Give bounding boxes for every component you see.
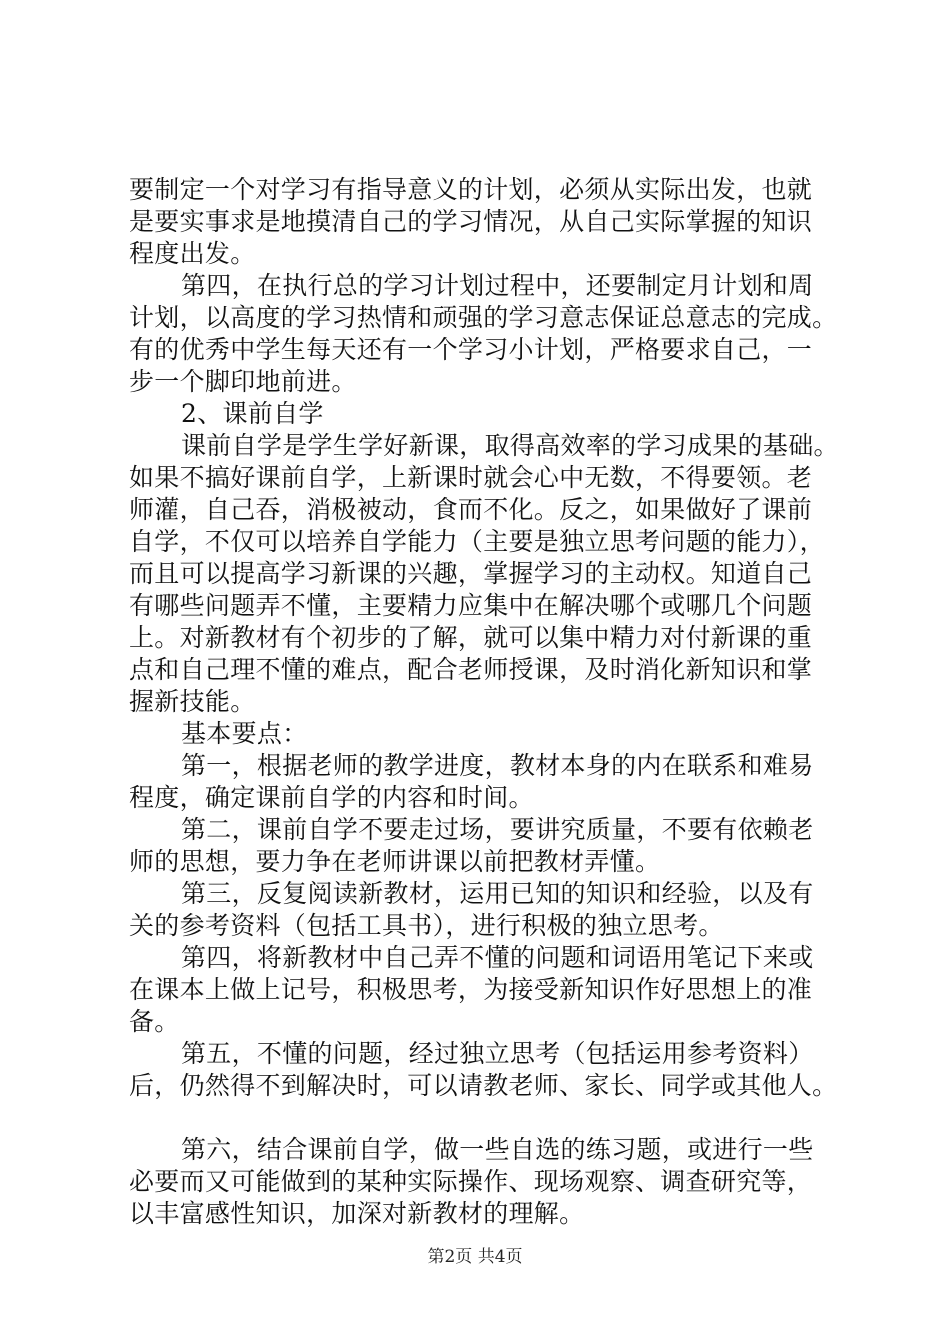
text-line: 课前自学是学生学好新课，取得高效率的学习成果的基础。 [181, 431, 839, 460]
document-body [129, 174, 849, 1230]
text-line: 第四，在执行总的学习计划过程中，还要制定月计划和周 [181, 271, 814, 300]
subheading: 基本要点： [181, 719, 308, 748]
text-line: 第六，结合课前自学，做一些自选的练习题，或进行一些 [181, 1135, 814, 1164]
text-line: 计划，以高度的学习热情和顽强的学习意志保证总意志的完成。 [129, 303, 838, 332]
text-line: 后，仍然得不到解决时，可以请教老师、家长、同学或其他人。 [129, 1071, 838, 1100]
text-line: 在课本上做上记号，积极思考，为接受新知识作好思想上的准 [129, 975, 813, 1004]
text-line: 而且可以提高学习新课的兴趣，掌握学习的主动权。知道自己 [129, 559, 813, 588]
text-line: 程度，确定课前自学的内容和时间。 [129, 783, 534, 812]
text-line: 关的参考资料（包括工具书），进行积极的独立思考。 [129, 911, 724, 940]
text-line: 是要实事求是地摸清自己的学习情况，从自己实际掌握的知识 [129, 207, 813, 236]
text-line: 如果不搞好课前自学，上新课时就会心中无数，不得要领。老 [129, 463, 813, 492]
text-line: 第三，反复阅读新教材，运用已知的知识和经验，以及有 [181, 879, 814, 908]
text-line: 握新技能。 [129, 687, 256, 716]
page-number-footer: 第2页 共4页 [427, 1247, 523, 1267]
paragraph-gap [129, 1102, 849, 1134]
text-line: 备。 [129, 1007, 180, 1036]
text-line: 以丰富感性知识，加深对新教材的理解。 [129, 1199, 585, 1228]
text-line: 第五，不懂的问题，经过独立思考（包括运用参考资料） [181, 1039, 814, 1068]
text-line: 上。对新教材有个初步的了解，就可以集中精力对付新课的重 [129, 623, 813, 652]
text-line: 自学，不仅可以培养自学能力（主要是独立思考问题的能力）， [129, 527, 825, 556]
text-line: 步一个脚印地前进。 [129, 367, 357, 396]
text-line: 必要而又可能做到的某种实际操作、现场观察、调查研究等， [129, 1167, 813, 1196]
text-line: 程度出发。 [129, 239, 256, 268]
text-line: 点和自己理不懂的难点，配合老师授课，及时消化新知识和掌 [129, 655, 813, 684]
text-line: 第四，将新教材中自己弄不懂的问题和词语用笔记下来或 [181, 943, 814, 972]
section-heading: 2、课前自学 [181, 399, 324, 428]
text-line: 师的思想，要力争在老师讲课以前把教材弄懂。 [129, 847, 661, 876]
text-line: 第一，根据老师的教学进度，教材本身的内在联系和难易 [181, 751, 814, 780]
text-line: 有的优秀中学生每天还有一个学习小计划，严格要求自己，一 [129, 335, 813, 364]
text-line: 有哪些问题弄不懂，主要精力应集中在解决哪个或哪几个问题 [129, 591, 813, 620]
text-line: 师灌，自己吞，消极被动，食而不化。反之，如果做好了课前 [129, 495, 813, 524]
text-line: 要制定一个对学习有指导意义的计划，必须从实际出发，也就 [129, 175, 813, 204]
text-line: 第二，课前自学不要走过场，要讲究质量，不要有依赖老 [181, 815, 814, 844]
